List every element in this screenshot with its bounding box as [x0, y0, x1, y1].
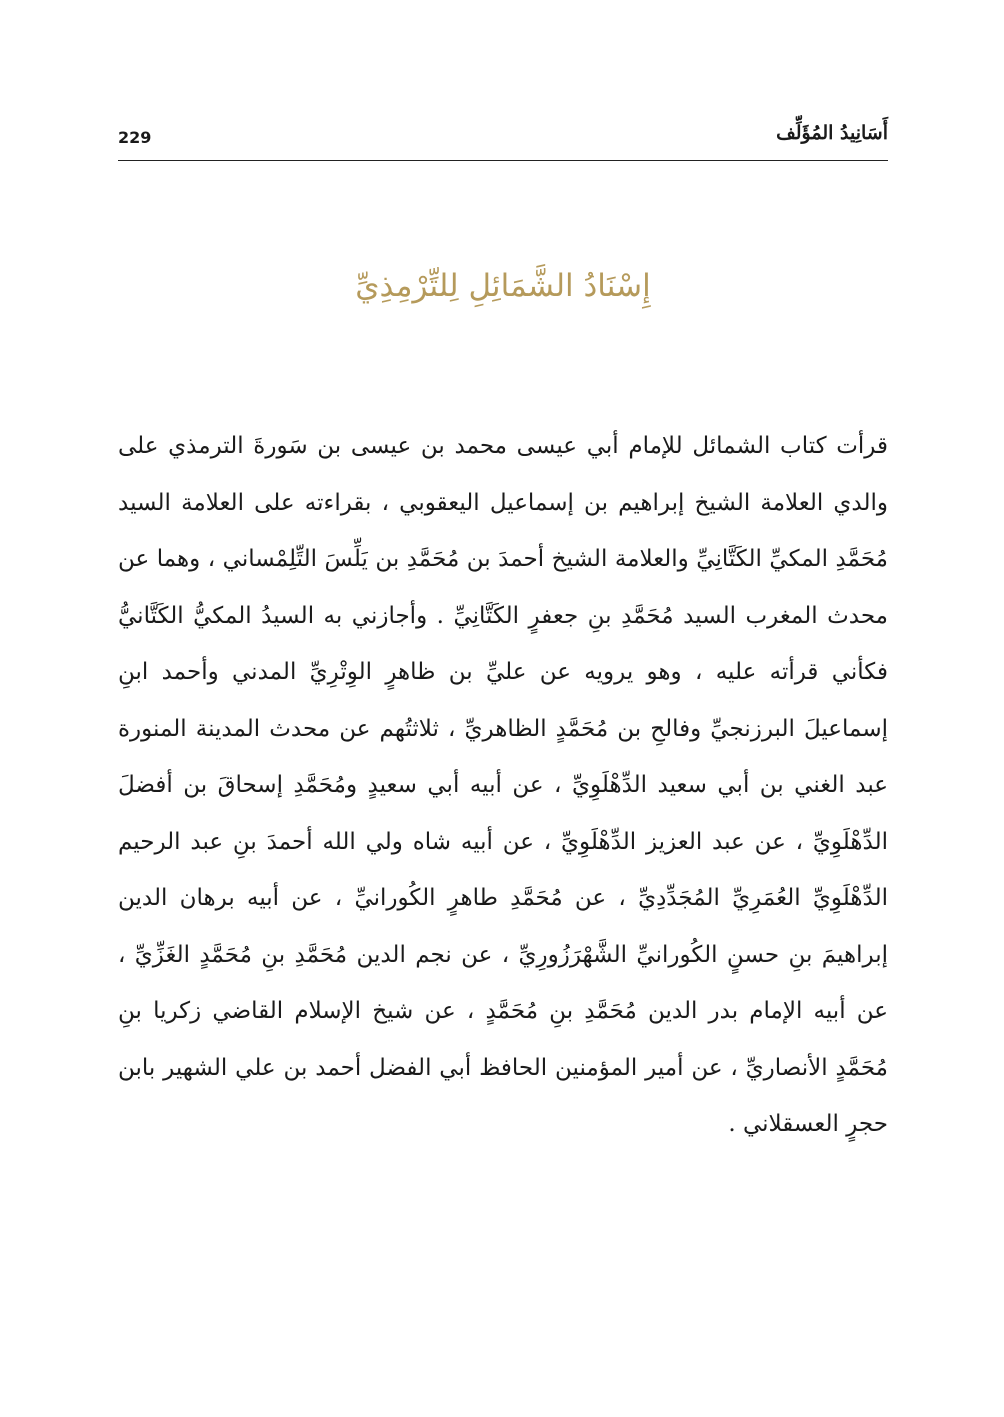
page-number: 229	[118, 128, 152, 147]
body-paragraph: قرأت كتاب الشمائل للإمام أبي عيسى محمد بن عيسى بن سَورةَ الترمذي على والدي العلامة الشيخ إبراهيم بن إسماعيل اليعقوبي ، بقراءته على العلامة السيد مُحَمَّدِ المكيِّ الكَتَّانِيِّ والعلامة الشيخ أحمدَ بن مُحَمَّدِ بن يَلِّسَ التِّلِمْساني ، وهما عن محدث المغرب السيد مُحَمَّدِ بنِ جعفرٍ الكَتَّانِيِّ . وأجازني به السيدُ المكيُّ الكَتَّانيُّ فكأني قرأته عليه ، وهو يرويه عن عليِّ بن ظاهرٍ الوِتْرِيِّ المدني وأحمد ابنِ إسماعيلَ البرزنجيِّ وفالحِ بن مُحَمَّدٍ الظاهريِّ ، ثلاثتُهم عن محدث المدينة المنورة عبد الغني بن أبي سعيد الدِّهْلَوِيِّ ، عن أبيه أبي سعيدٍ ومُحَمَّدِ إسحاقَ بن أفضلَ الدِّهْلَوِيِّ ، عن عبد العزيز الدِّهْلَوِيِّ ، عن أبيه شاه ولي الله أحمدَ بنِ عبد الرحيم الدِّهْلَوِيِّ العُمَرِيِّ المُجَدِّدِيِّ ، عن مُحَمَّدِ طاهرٍ الكُورانيِّ ، عن أبيه برهان الدين إبراهيمَ بنِ حسنٍ الكُورانيِّ الشَّهْرَزُورِيِّ ، عن نجم الدين مُحَمَّدِ بنِ مُحَمَّدٍ الغَزِّيِّ ، عن أبيه الإمام بدر الدين مُحَمَّدِ بنِ مُحَمَّدٍ ، عن شيخ الإسلام القاضي زكريا بنِ مُحَمَّدٍ الأنصاريِّ ، عن أمير المؤمنين الحافظ أبي الفضل أحمد بن علي الشهير بابن حجرٍ العسقلاني .	[118, 433, 888, 1137]
running-header-title: أَسَانِيدُ المُؤَلِّف	[776, 122, 888, 144]
chapter-title: إِسْنَادُ الشَّمَائِلِ لِلتِّرْمِذِيِّ	[355, 268, 651, 304]
running-header	[118, 118, 888, 161]
